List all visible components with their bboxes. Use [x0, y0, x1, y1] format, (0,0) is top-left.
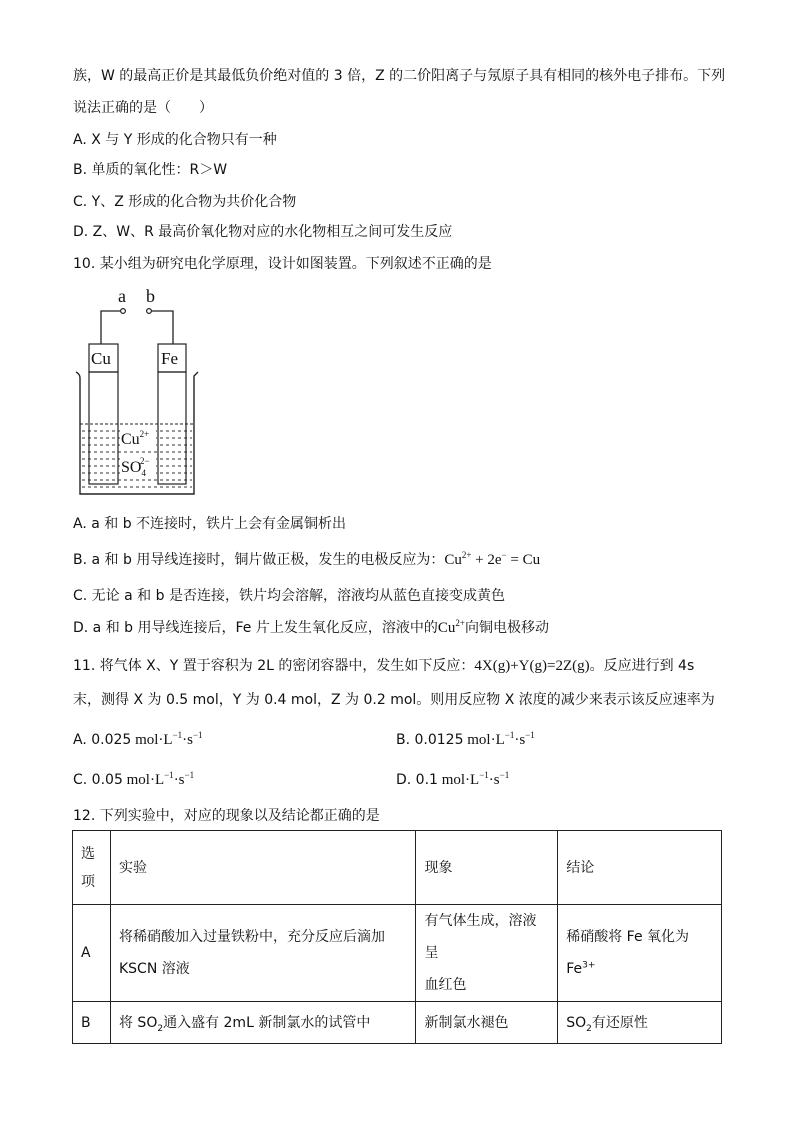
wire-right — [151, 311, 173, 344]
row-a-option: A — [73, 905, 111, 1002]
q10-option-d-end: 向铜电极移动 — [464, 620, 549, 636]
terminal-a — [121, 309, 126, 314]
q11-option-d: D. 0.1 $mol\cdot L^{-1}\cdot s^{-1}$ — [396, 770, 510, 788]
q11-reaction-equation: 4X(g)+Y(g)=2Z(g) — [474, 658, 590, 674]
q12-stem: 12. 下列实验中，对应的现象以及结论都正确的是 — [73, 808, 380, 824]
terminal-b-label: b — [146, 286, 155, 306]
table-row — [73, 1002, 722, 1044]
q9-stem-line2: 说法正确的是（ ） — [73, 100, 213, 116]
terminal-b — [147, 309, 152, 314]
q9-option-a: A. X 与 Y 形成的化合物只有一种 — [73, 132, 277, 148]
q10-option-b — [73, 550, 540, 570]
q11-stem-line2: 末，测得 X 为 0.5 mol，Y 为 0.4 mol，Z 为 0.2 mol。则用反应物 X 浓度的减少来表示该反应速率为 — [73, 692, 715, 708]
cu-electrode — [89, 372, 118, 484]
ion-cu-label: $Cu^{2+}$ — [121, 429, 150, 448]
row-b-phenomenon: 新制氯水褪色 — [416, 1002, 558, 1044]
q11-option-b: B. 0.0125 $mol\cdot L^{-1}\cdot s^{-1}$ — [396, 730, 535, 748]
header-option: 选 项 — [73, 831, 111, 905]
q10-option-d-text: D. a 和 b 用导线连接后，Fe 片上发生氧化反应，溶液中的 — [73, 620, 438, 636]
row-a-conclusion: 稀硝酸将 Fe 氧化为 $Fe^{3+}$ — [558, 905, 722, 1002]
q10-stem: 10. 某小组为研究电化学原理，设计如图装置。下列叙述不正确的是 — [73, 256, 492, 272]
header-phenomenon: 现象 — [416, 831, 558, 905]
table-row — [73, 905, 722, 1002]
q10-option-b-equation: $Cu^{2+} + 2e^- = Cu$ — [444, 550, 541, 568]
q10-option-b-text: B. a 和 b 用导线连接时，铜片做正极，发生的电极反应为： — [73, 552, 445, 568]
q11-option-c: C. 0.05 $mol\cdot L^{-1}\cdot s^{-1}$ — [73, 770, 195, 788]
terminal-a-label: a — [118, 286, 126, 306]
q11-stem-line1: 11. 将气体 X、Y 置于容积为 2L 的密闭容器中，发生如下反应：4X(g)+Y(g)=2Z(g)。反应进行到 4s — [73, 658, 695, 674]
q10-option-c: C. 无论 a 和 b 是否连接，铁片均会溶解，溶液均从蓝色直接变成黄色 — [73, 588, 505, 604]
row-a-experiment: 将稀硝酸加入过量铁粉中，充分反应后滴加 KSCN 溶液 — [110, 905, 415, 1002]
electrochemical-cell-diagram — [74, 286, 204, 501]
row-b-option: B — [73, 1002, 111, 1044]
ion-so4-label: $SO_42-$ — [121, 456, 150, 478]
q9-stem-line1: 族，W 的最高正价是其最低负价绝对值的 3 倍，Z 的二价阳离子与氖原子具有相同的核外电子排布。下列 — [73, 68, 726, 84]
q9-option-c: C. Y、Z 形成的化合物为共价化合物 — [73, 194, 297, 210]
cu-electrode-label: Cu — [91, 349, 111, 368]
q10-option-a: A. a 和 b 不连接时，铁片上会有金属铜析出 — [73, 516, 347, 532]
wire-left — [101, 311, 121, 344]
table-header-row — [73, 831, 722, 905]
header-experiment: 实验 — [110, 831, 415, 905]
q9-option-d: D. Z、W、R 最高价氧化物对应的水化物相互之间可发生反应 — [73, 224, 453, 240]
row-b-experiment: 将 $SO_2$通入盛有 2mL 新制氯水的试管中 — [110, 1002, 415, 1044]
fe-electrode-label: Fe — [161, 349, 178, 368]
row-b-conclusion: $SO_2$有还原性 — [558, 1002, 722, 1044]
experiment-table — [72, 830, 722, 1044]
q10-option-d-ion: $Cu^{2+}$ — [437, 618, 465, 636]
row-a-phenomenon: 有气体生成，溶液呈 血红色 — [416, 905, 558, 1002]
q9-option-b: B. 单质的氧化性：R＞W — [73, 162, 228, 178]
q10-option-d — [73, 618, 549, 638]
fe-electrode — [158, 372, 186, 484]
q11-option-a: A. 0.025 $mol\cdot L^{-1}\cdot s^{-1}$ — [73, 730, 203, 748]
header-conclusion: 结论 — [558, 831, 722, 905]
